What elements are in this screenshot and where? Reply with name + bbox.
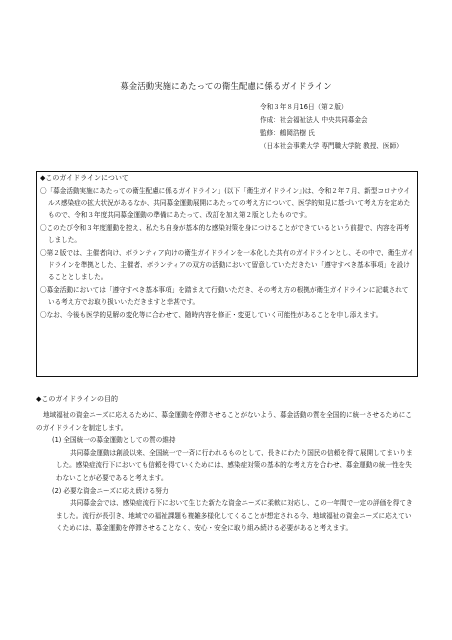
about-paragraph: 〇「募金活動実施にあたっての衛生配慮に係るガイドライン」(以下「衛生ガイドライン」)は、令和２年７月、新型コロナウイルス感染症の拡大状況があるなか、共同募金運動展開にあたっての考え方について、医学的知見に基づいて考え方を定めたもので、令和３年度共同募金運動の準備にあたって、改訂を加え第２版としたものです。 bbox=[40, 187, 411, 219]
purpose-item-label: (2) 必要な資金ニーズに応え続ける努力 bbox=[52, 486, 169, 495]
purpose-item-body: 共同募金会では、感染症流行下において生じた新たな資金ニーズに柔軟に対応し、この一年間で一定の評価を得てきました。流行が長引き、地域での福祉課題も複雑多様化してくることが想定される今、地域福祉の資金ニーズに応えていくためには、募金運動を停滞させることなく、安心・安全に取り組み続ける必要があると考えます。 bbox=[56, 499, 413, 533]
purpose-heading: ◆このガイドラインの目的 bbox=[36, 395, 118, 403]
about-paragraph: 〇このたび令和３年度運動を控え、私たち自身が基本的な感染対策を身につけることができているという前提で、内容を再考しました。 bbox=[40, 224, 410, 244]
purpose-intro: 地域福祉の資金ニーズに応えるために、募金運動を停滞させることがないよう、募金活動の質を全国的に統一させるためにこのガイドラインを制定します。 bbox=[36, 411, 412, 432]
purpose-section bbox=[36, 393, 418, 535]
meta-author: 作成：社会福祉法人 中央共同募金会 bbox=[260, 116, 368, 124]
about-paragraphs bbox=[40, 185, 414, 322]
document-meta bbox=[260, 101, 403, 153]
meta-supervisor: 監修：鶴岡浩樹 氏 bbox=[260, 129, 315, 137]
purpose-item-body: 共同募金運動は創設以来、全国統一で一斉に行われるものとして、長きにわたり国民の信頼を得て展開してまいりました。感染症流行下においても信頼を得ていくためには、感染症対策の基本的な考え方を合わせ、募金運動の統一性を失わないことが必要であると考えます。 bbox=[56, 448, 413, 482]
about-paragraph: 〇第２版では、主催者向け、ボランティア向けの衛生ガイドラインを一本化した共有のガイドラインとし、その中で、衛生ガイドラインを準拠とした、主催者、ボランティアの双方の活動において留意していただきたい「遵守すべき基本事項」を設けることとしました。 bbox=[40, 249, 414, 281]
meta-date: 令和３年８月16日（第２版） bbox=[260, 103, 348, 111]
about-paragraph: 〇なお、今後も医学的見解の変化等に合わせて、随時内容を修正・変更していく可能性があることを申し添えます。 bbox=[40, 311, 383, 319]
purpose-item-label: (1) 全国統一の募金運動としての質の維持 bbox=[52, 436, 176, 445]
document-title: 募金活動実施にあたっての衛生配慮に係るガイドライン bbox=[120, 81, 332, 91]
about-heading: ◆このガイドラインについて bbox=[40, 174, 129, 182]
meta-affiliation: （日本社会事業大学 専門職大学院 教授、医師） bbox=[260, 142, 403, 150]
about-paragraph: 〇募金活動においては「遵守すべき基本事項」を踏まえて行動いただき、その考え方の根拠が衛生ガイドラインに記載されている考え方でお取り扱いいただきますと幸甚です。 bbox=[40, 286, 409, 306]
